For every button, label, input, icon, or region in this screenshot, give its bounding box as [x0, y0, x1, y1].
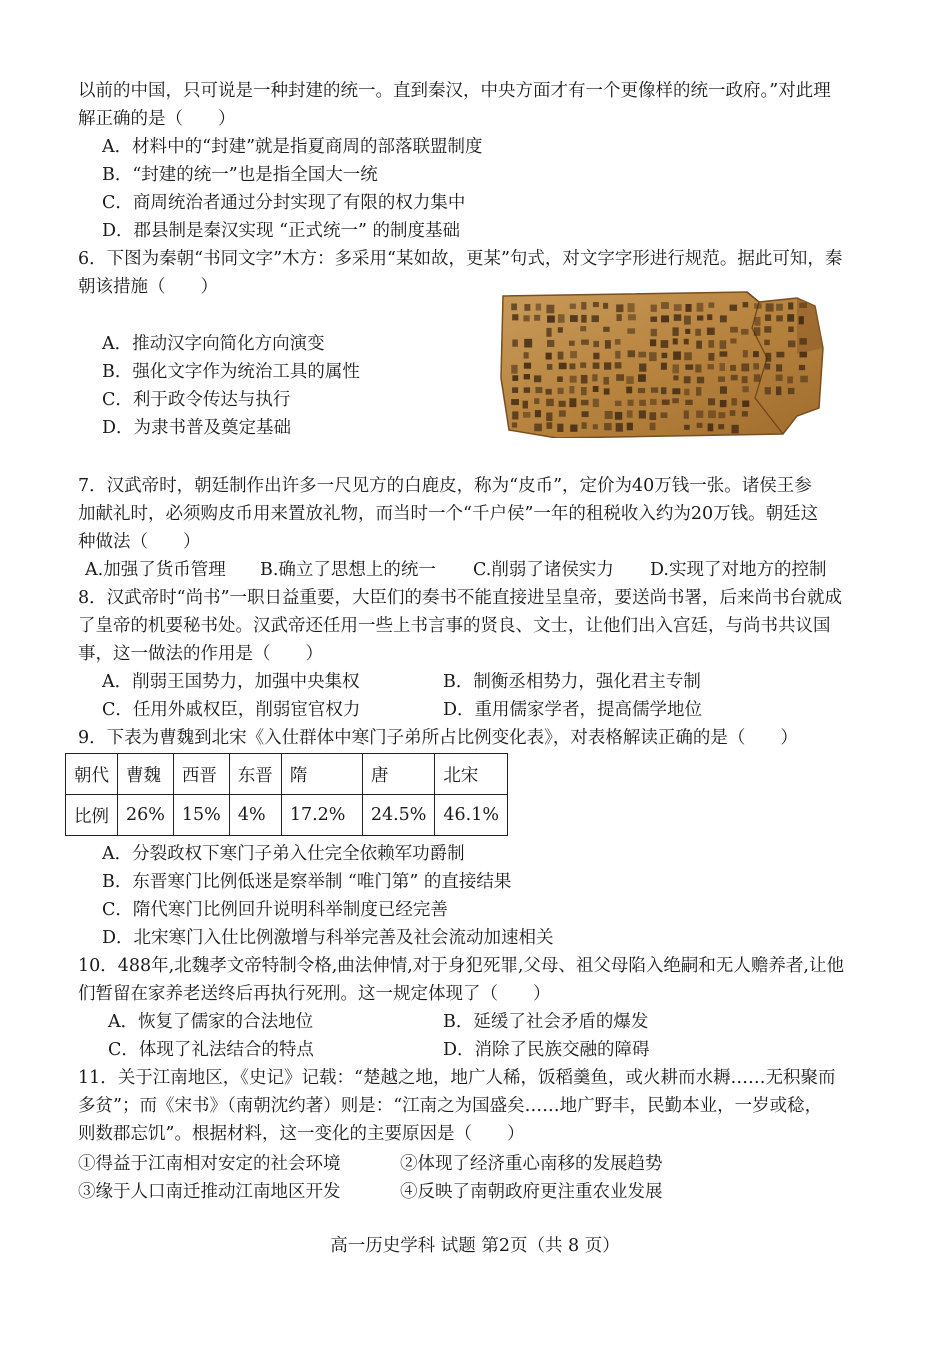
ink-mark [730, 327, 738, 333]
ink-mark [661, 412, 668, 418]
ink-mark [661, 302, 669, 309]
ink-mark [754, 327, 761, 336]
text-line: 7．汉武帝时，朝廷制作出许多一尺见方的白鹿皮，称为“皮币”，定价为40万钱一张。诸侯王参 [78, 476, 812, 496]
ink-mark [512, 387, 518, 393]
ink-mark [672, 388, 680, 394]
text-line: 朝该措施（ ） [78, 277, 218, 297]
ink-mark [720, 315, 727, 322]
ink-mark [626, 376, 633, 384]
ink-mark [546, 328, 551, 337]
ink-mark [684, 389, 689, 396]
ink-mark [696, 387, 701, 396]
ink-mark [799, 303, 807, 308]
ink-mark [800, 352, 807, 358]
option-a: A.加强了货币管理 [85, 560, 226, 580]
ink-mark [707, 328, 715, 335]
table-cell: 曹魏 [118, 754, 174, 795]
option-a: A．推动汉字向简化方向演变 [102, 334, 325, 354]
ink-mark [650, 317, 657, 322]
ink-mark [557, 424, 563, 432]
table-row [66, 754, 508, 795]
ink-mark [685, 400, 692, 405]
ink-mark [776, 375, 783, 381]
ink-mark [766, 353, 772, 362]
ink-mark [661, 363, 667, 370]
table-row [66, 795, 508, 836]
ink-mark [651, 329, 657, 336]
ink-mark [742, 401, 749, 407]
ink-mark [638, 352, 646, 358]
ink-mark [593, 341, 599, 347]
ink-mark [604, 388, 610, 394]
ink-mark [628, 400, 634, 406]
ink-mark [627, 410, 633, 417]
ink-mark [799, 316, 804, 324]
ink-mark [650, 423, 656, 430]
ink-mark [559, 410, 566, 416]
ink-mark [570, 425, 577, 432]
ink-mark [765, 314, 771, 320]
ink-mark [512, 422, 517, 427]
ink-mark [616, 304, 623, 312]
ink-mark [672, 398, 679, 403]
ink-mark [604, 423, 611, 430]
ink-mark [547, 315, 555, 322]
qin-wooden-tablet-image [497, 288, 827, 438]
text-line: 了皇帝的机要秘书处。汉武帝还任用一些上书言事的贤良、文士，让他们出入宫廷，与尚书共议国 [78, 616, 831, 636]
statement-3: ③缘于人口南迁推动江南地区开发 [78, 1182, 341, 1202]
ink-mark [684, 352, 692, 360]
ink-mark [708, 353, 714, 361]
ink-mark [776, 352, 784, 358]
ink-mark [718, 424, 724, 429]
ink-mark [616, 423, 623, 432]
ink-mark [524, 387, 530, 393]
ink-mark [697, 377, 704, 384]
option-d: D．北宋寒门入仕比例激增与科举完善及社会流动加速相关 [102, 928, 554, 948]
ink-mark [558, 314, 565, 323]
option-b: B．延缓了社会矛盾的爆发 [443, 1012, 649, 1032]
ink-mark [638, 374, 646, 382]
table-cell: 26% [118, 795, 174, 836]
option-d: D.实现了对地方的控制 [650, 560, 827, 580]
ink-mark [649, 352, 656, 361]
ink-mark [731, 375, 738, 380]
ink-mark [534, 315, 540, 321]
option-a: A．分裂政权下寒门子弟入仕完全依赖军功爵制 [102, 844, 465, 864]
ink-mark [546, 399, 554, 406]
ink-mark [570, 315, 578, 322]
ink-mark [684, 376, 691, 383]
ink-mark [615, 412, 622, 420]
ink-mark [616, 374, 624, 381]
ink-mark [674, 304, 682, 311]
ink-mark [524, 352, 529, 358]
option-c: C．隋代寒门比例回升说明科举制度已经完善 [102, 900, 448, 920]
ink-mark [753, 351, 759, 357]
ink-mark [512, 314, 518, 320]
ink-mark [569, 386, 574, 393]
option-d: D．为隶书普及奠定基础 [102, 418, 292, 438]
ink-mark [615, 401, 621, 406]
ink-mark [708, 423, 714, 431]
option-b: B．制衡丞相势力，强化君主专制 [443, 672, 701, 692]
ink-mark [569, 398, 576, 407]
ink-mark [559, 363, 567, 370]
table-cell: 15% [173, 795, 229, 836]
ink-mark [697, 423, 703, 428]
ink-mark [639, 410, 646, 418]
ink-mark [603, 303, 608, 309]
option-c: C．任用外戚权臣，削弱宦官权力 [102, 700, 361, 720]
ink-mark [580, 326, 586, 331]
table-cell: 北宋 [435, 754, 508, 795]
text-line: 解正确的是（ ） [78, 109, 236, 129]
ink-mark [720, 400, 727, 407]
ink-mark [800, 376, 808, 383]
ink-mark [582, 422, 587, 429]
ink-mark [581, 302, 586, 310]
ink-mark [593, 424, 598, 429]
ink-mark [511, 399, 519, 405]
ink-mark [697, 303, 704, 312]
ink-mark [638, 388, 645, 393]
ink-mark [707, 364, 714, 369]
statement-4: ④反映了南朝政府更注重农业发展 [400, 1182, 663, 1202]
ink-mark [719, 363, 725, 371]
ink-mark [799, 338, 806, 344]
ink-mark [695, 364, 701, 372]
ink-mark [743, 350, 748, 357]
ink-mark [672, 327, 678, 336]
ink-mark [558, 388, 564, 394]
ink-mark [685, 364, 693, 369]
ink-mark [511, 303, 517, 310]
ink-mark [708, 410, 716, 418]
table-cell: 唐 [362, 754, 435, 795]
ink-mark [650, 339, 656, 346]
text-line: 多贫”；而《宋书》（南朝沈约著）则是：“江南之为国盛矣……地广野丰，民勤本业，一岁或稔， [78, 1096, 823, 1116]
ink-mark [546, 412, 552, 421]
ink-mark [742, 411, 748, 416]
ink-mark [534, 398, 539, 404]
ink-mark [546, 305, 554, 314]
ink-mark [743, 302, 749, 307]
ink-mark [639, 364, 646, 372]
ink-mark [708, 398, 715, 405]
option-c: C．商周统治者通过分封实现了有限的权力集中 [102, 193, 466, 213]
option-c: C．利于政令传达与执行 [102, 390, 291, 410]
ink-mark [788, 302, 793, 309]
ink-mark [661, 340, 669, 348]
ink-mark [615, 339, 620, 345]
ink-mark [569, 341, 575, 346]
option-b: B.确立了思想上的统一 [260, 560, 436, 580]
ink-mark [628, 314, 636, 320]
option-c: C．体现了礼法结合的特点 [108, 1040, 314, 1060]
ink-mark [674, 314, 681, 321]
ink-mark [581, 387, 587, 395]
ink-mark [593, 363, 600, 369]
ink-mark [592, 374, 597, 381]
ink-mark [580, 362, 586, 367]
ink-mark [741, 329, 749, 335]
ink-mark [593, 399, 599, 407]
ink-mark [524, 374, 530, 379]
ink-mark [628, 350, 635, 357]
ink-mark [696, 341, 702, 349]
ink-mark [672, 364, 679, 373]
text-line: 事，这一做法的作用是（ ） [78, 644, 323, 664]
table-cell: 朝代 [66, 754, 118, 795]
ink-mark [534, 375, 541, 382]
ink-mark [605, 411, 613, 419]
ink-mark [570, 351, 577, 358]
option-c: C.削弱了诸侯实力 [473, 560, 614, 580]
ink-mark [616, 314, 621, 321]
ink-mark [615, 362, 622, 368]
ink-mark [765, 387, 771, 394]
option-a: A．削弱王国势力，加强中央集权 [102, 672, 360, 692]
ink-mark [741, 363, 749, 371]
ink-mark [776, 386, 781, 395]
ink-mark [651, 387, 658, 392]
ink-mark [570, 304, 576, 309]
ink-mark [581, 339, 589, 344]
ink-mark [582, 411, 589, 417]
ink-mark [720, 386, 727, 393]
ink-mark [776, 304, 783, 311]
statement-1: ①得益于江南相对安定的社会环境 [78, 1154, 341, 1174]
ink-mark [581, 400, 589, 405]
ink-mark [776, 364, 782, 371]
text-line: 10．488年,北魏孝文帝特制令格,曲法伸情,对于身犯死罪,父母、祖父母陷入绝嗣和无人赡养者,让他 [78, 956, 844, 976]
ink-mark [524, 363, 531, 369]
ink-mark [512, 411, 518, 419]
option-b: B．强化文字作为统治工具的属性 [102, 362, 360, 382]
ink-mark [742, 376, 748, 383]
ink-mark [718, 376, 725, 381]
ink-mark [649, 412, 656, 420]
ink-mark [535, 387, 542, 393]
text-line: 则数郡忘饥”。根据材料，这一变化的主要原因是（ ） [78, 1124, 525, 1144]
option-a: A．恢复了儒家的合法地位 [108, 1012, 314, 1032]
ink-mark [661, 387, 666, 394]
ink-mark [512, 339, 517, 346]
ink-mark [673, 375, 678, 380]
option-b: B．“封建的统一”也是指全国大一统 [102, 165, 378, 185]
ink-mark [581, 375, 588, 384]
ink-mark [603, 327, 609, 332]
ink-mark [558, 327, 563, 333]
ink-mark [685, 329, 690, 334]
ink-mark [592, 315, 599, 322]
text-line: 种做法（ ） [78, 532, 201, 552]
ink-mark [593, 302, 599, 307]
ink-mark [707, 314, 712, 320]
ink-mark [753, 363, 759, 369]
ink-mark [708, 302, 714, 307]
table-cell: 4% [229, 795, 281, 836]
table-cell: 东晋 [229, 754, 281, 795]
ink-mark [788, 327, 793, 333]
ink-mark [695, 329, 701, 336]
text-line: 们暂留在家养老送终后再执行死刑。这一规定体现了（ ） [78, 984, 551, 1004]
ink-mark [720, 340, 727, 349]
page-footer: 高一历史学科 试题 第2页（共 8 页） [330, 1236, 620, 1256]
ink-mark [557, 376, 563, 382]
ink-mark [523, 401, 528, 409]
ink-mark [731, 398, 736, 405]
ink-mark [697, 315, 703, 320]
ink-mark [534, 424, 542, 432]
ink-mark [764, 340, 769, 345]
ink-mark [662, 400, 670, 405]
ink-mark [731, 425, 738, 434]
ink-mark [547, 364, 553, 370]
ink-mark [569, 363, 575, 369]
ink-mark [627, 423, 633, 431]
statement-2: ②体现了经济重心南移的发展趋势 [400, 1154, 663, 1174]
ink-mark [593, 353, 599, 360]
table-cell: 17.2% [281, 795, 362, 836]
ink-mark [720, 351, 728, 356]
ink-mark [730, 410, 736, 416]
ink-mark [754, 317, 760, 326]
ink-mark [604, 362, 611, 369]
text-line: 11．关于江南地区，《史记》记载：“楚越之地，地广人稀，饭稻羹鱼，或火耕而水耨……无积聚而 [78, 1068, 836, 1088]
table-cell: 46.1% [435, 795, 508, 836]
ink-mark [581, 315, 586, 323]
ink-mark [730, 365, 736, 371]
ink-mark [559, 401, 566, 407]
text-line: 加献礼时，必须购皮币用来置放礼物，而当时一个“千户侯”一年的租税收入约为20万钱。朝廷这 [78, 504, 819, 524]
option-a: A．材料中的“封建”就是指夏商周的部落联盟制度 [102, 137, 483, 157]
ink-mark [627, 328, 635, 333]
ink-mark [799, 365, 805, 370]
ink-mark [764, 326, 771, 332]
option-d: D．郡县制是秦汉实现 “正式统一” 的制度基础 [102, 221, 461, 241]
ink-mark [546, 389, 552, 395]
text-line: 8．汉武帝时“尚书”一职日益重要，大臣们的奏书不能直接进呈皇帝，要送尚书署，后来尚书台就成 [78, 588, 843, 608]
ink-mark [788, 341, 795, 348]
ink-mark [684, 339, 689, 345]
ink-mark [512, 375, 518, 381]
ink-mark [661, 315, 669, 322]
option-d: D．消除了民族交融的障碍 [443, 1040, 650, 1060]
ink-mark [626, 387, 632, 394]
ink-mark [615, 351, 620, 359]
ink-mark [547, 340, 554, 347]
ink-mark [754, 374, 761, 381]
ink-mark [765, 363, 770, 369]
ink-mark [684, 425, 690, 430]
text-line: 以前的中国，只可说是一种封建的统一。直到秦汉，中央方面才有一个更像样的统一政府。”对此理 [78, 81, 831, 101]
ink-mark [535, 410, 541, 417]
ink-mark [511, 365, 517, 374]
ink-mark [603, 377, 609, 385]
ink-mark [730, 305, 737, 311]
ink-mark [605, 340, 611, 349]
ink-mark [787, 376, 793, 383]
ink-mark [523, 412, 530, 418]
ink-mark [558, 352, 564, 360]
table-cell: 西晋 [173, 754, 229, 795]
ink-mark [524, 304, 530, 311]
ink-mark [776, 315, 783, 321]
ink-mark [673, 338, 678, 344]
table-cell: 比例 [66, 795, 118, 836]
ink-mark [536, 304, 541, 311]
option-d: D．重用儒家学者，提高儒学地位 [443, 700, 703, 720]
ink-mark [651, 305, 657, 312]
ink-mark [742, 386, 748, 392]
ink-mark [766, 303, 774, 311]
ink-mark [718, 412, 725, 418]
table-cell: 24.5% [362, 795, 435, 836]
ink-mark [685, 304, 691, 312]
table-cell: 隋 [281, 754, 362, 795]
ink-mark [662, 353, 668, 358]
ink-mark [570, 376, 577, 383]
ink-mark [684, 316, 691, 325]
ink-mark [627, 303, 634, 312]
ink-mark [523, 315, 529, 321]
option-b: B．东晋寒门比例低迷是察举制 “唯门第” 的直接结果 [102, 872, 512, 892]
ink-mark [673, 351, 681, 359]
ink-mark [639, 400, 646, 406]
ink-mark [650, 399, 656, 405]
ink-mark [708, 340, 714, 348]
ink-mark [787, 314, 794, 321]
ink-mark [754, 303, 761, 308]
text-line: 6．下图为秦朝“书同文字”木方：多采用“某如故，更某”句式，对文字字形进行规范。据此可知，秦 [78, 249, 843, 269]
ink-mark [730, 338, 736, 343]
ink-mark [593, 386, 599, 392]
ratio-table [65, 753, 508, 836]
ink-mark [788, 388, 795, 394]
ink-mark [696, 411, 703, 418]
ink-mark [524, 339, 532, 348]
text-line: 9．下表为曹魏到北宋《入仕群体中寒门子弟所占比例变化表》，对表格解读正确的是（ ） [78, 728, 798, 748]
ink-mark [546, 353, 552, 360]
ink-mark [684, 410, 689, 418]
ink-mark [546, 422, 552, 429]
